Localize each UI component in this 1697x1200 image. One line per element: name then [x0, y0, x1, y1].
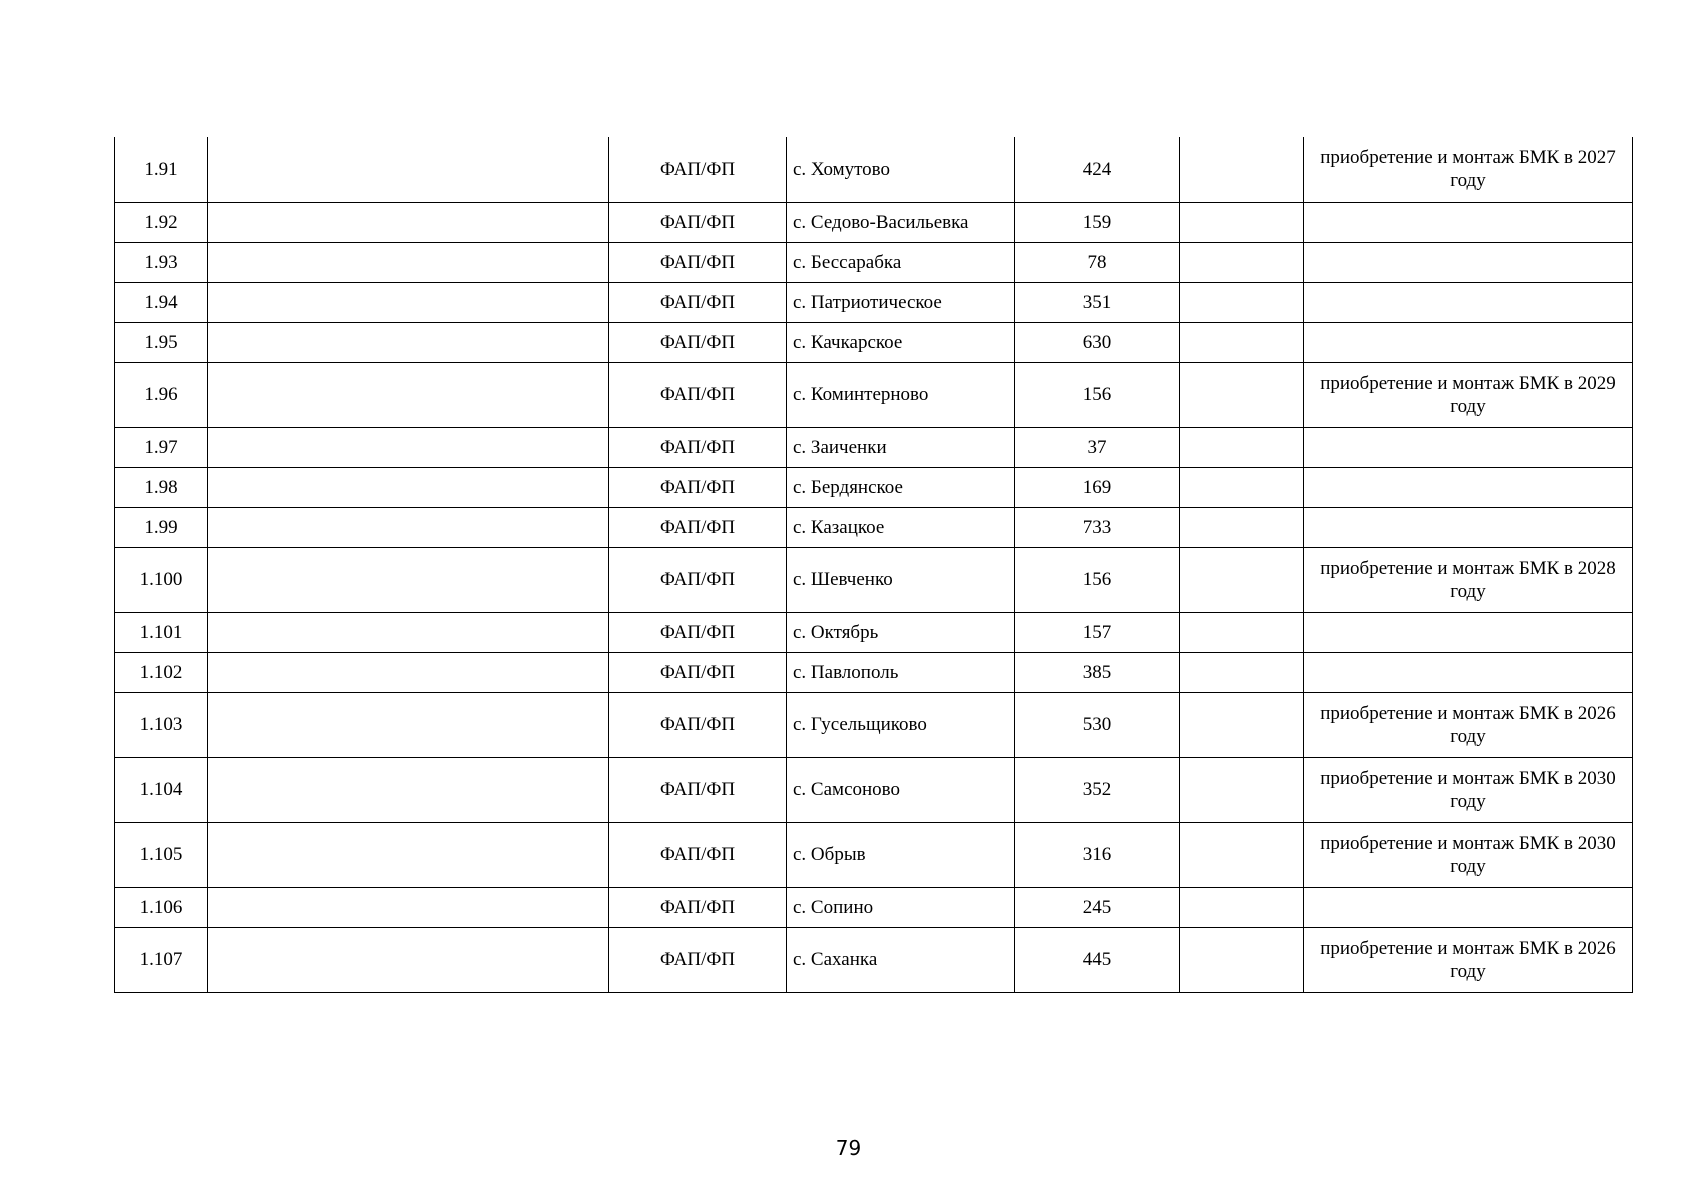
facilities-table: [114, 137, 1633, 993]
row-number-cell: 1.103: [115, 692, 208, 757]
facility-type-cell: ФАП/ФП: [609, 822, 787, 887]
facility-type-cell: ФАП/ФП: [609, 202, 787, 242]
location-cell: с. Казацкое: [787, 507, 1015, 547]
facility-name-cell: [208, 362, 609, 427]
row-number-cell: 1.100: [115, 547, 208, 612]
population-cell: 352: [1015, 757, 1180, 822]
facility-name-cell: [208, 692, 609, 757]
extra-cell: [1180, 927, 1304, 992]
table-row: [115, 242, 1633, 282]
facility-name-cell: [208, 547, 609, 612]
facility-type-cell: ФАП/ФП: [609, 757, 787, 822]
row-number-cell: 1.92: [115, 202, 208, 242]
table-row: [115, 757, 1633, 822]
facility-type-cell: ФАП/ФП: [609, 242, 787, 282]
row-number-cell: 1.93: [115, 242, 208, 282]
row-number-cell: 1.105: [115, 822, 208, 887]
table-row: [115, 822, 1633, 887]
population-cell: 169: [1015, 467, 1180, 507]
location-cell: с. Павлополь: [787, 652, 1015, 692]
facility-type-cell: ФАП/ФП: [609, 652, 787, 692]
facility-type-cell: ФАП/ФП: [609, 362, 787, 427]
table-row: [115, 927, 1633, 992]
facility-type-cell: ФАП/ФП: [609, 427, 787, 467]
facility-name-cell: [208, 242, 609, 282]
note-cell: приобретение и монтаж БМК в 2028 году: [1304, 547, 1633, 612]
note-cell: приобретение и монтаж БМК в 2030 году: [1304, 757, 1633, 822]
note-cell: приобретение и монтаж БМК в 2026 году: [1304, 692, 1633, 757]
location-cell: с. Сопино: [787, 887, 1015, 927]
population-cell: 159: [1015, 202, 1180, 242]
extra-cell: [1180, 322, 1304, 362]
table-row: [115, 467, 1633, 507]
page-number: 79: [835, 1136, 862, 1160]
extra-cell: [1180, 362, 1304, 427]
extra-cell: [1180, 822, 1304, 887]
extra-cell: [1180, 507, 1304, 547]
location-cell: с. Патриотическое: [787, 282, 1015, 322]
facility-type-cell: ФАП/ФП: [609, 547, 787, 612]
table-body: [115, 137, 1633, 992]
extra-cell: [1180, 612, 1304, 652]
table-row: [115, 547, 1633, 612]
note-cell: приобретение и монтаж БМК в 2029 году: [1304, 362, 1633, 427]
extra-cell: [1180, 242, 1304, 282]
facility-type-cell: ФАП/ФП: [609, 927, 787, 992]
facility-name-cell: [208, 612, 609, 652]
table-row: [115, 322, 1633, 362]
population-cell: 157: [1015, 612, 1180, 652]
row-number-cell: 1.96: [115, 362, 208, 427]
population-cell: 351: [1015, 282, 1180, 322]
row-number-cell: 1.107: [115, 927, 208, 992]
population-cell: 316: [1015, 822, 1180, 887]
facility-name-cell: [208, 202, 609, 242]
extra-cell: [1180, 467, 1304, 507]
row-number-cell: 1.91: [115, 137, 208, 202]
table-row: [115, 692, 1633, 757]
location-cell: с. Заиченки: [787, 427, 1015, 467]
extra-cell: [1180, 652, 1304, 692]
note-cell: [1304, 887, 1633, 927]
note-cell: приобретение и монтаж БМК в 2026 году: [1304, 927, 1633, 992]
row-number-cell: 1.102: [115, 652, 208, 692]
population-cell: 78: [1015, 242, 1180, 282]
population-cell: 424: [1015, 137, 1180, 202]
facility-type-cell: ФАП/ФП: [609, 507, 787, 547]
table-row: [115, 887, 1633, 927]
extra-cell: [1180, 202, 1304, 242]
facility-name-cell: [208, 822, 609, 887]
facility-name-cell: [208, 887, 609, 927]
population-cell: 37: [1015, 427, 1180, 467]
location-cell: с. Шевченко: [787, 547, 1015, 612]
row-number-cell: 1.95: [115, 322, 208, 362]
extra-cell: [1180, 692, 1304, 757]
facility-type-cell: ФАП/ФП: [609, 692, 787, 757]
location-cell: с. Самсоново: [787, 757, 1015, 822]
extra-cell: [1180, 547, 1304, 612]
location-cell: с. Качкарское: [787, 322, 1015, 362]
population-cell: 245: [1015, 887, 1180, 927]
note-cell: [1304, 467, 1633, 507]
location-cell: с. Бердянское: [787, 467, 1015, 507]
table-row: [115, 652, 1633, 692]
facility-type-cell: ФАП/ФП: [609, 137, 787, 202]
extra-cell: [1180, 887, 1304, 927]
facility-name-cell: [208, 757, 609, 822]
row-number-cell: 1.104: [115, 757, 208, 822]
note-cell: [1304, 282, 1633, 322]
location-cell: с. Саханка: [787, 927, 1015, 992]
population-cell: 445: [1015, 927, 1180, 992]
facility-type-cell: ФАП/ФП: [609, 887, 787, 927]
location-cell: с. Коминтерново: [787, 362, 1015, 427]
table-row: [115, 507, 1633, 547]
facility-type-cell: ФАП/ФП: [609, 282, 787, 322]
note-cell: [1304, 652, 1633, 692]
facility-name-cell: [208, 467, 609, 507]
facility-name-cell: [208, 282, 609, 322]
facility-name-cell: [208, 507, 609, 547]
row-number-cell: 1.94: [115, 282, 208, 322]
note-cell: [1304, 242, 1633, 282]
note-cell: [1304, 322, 1633, 362]
note-cell: [1304, 612, 1633, 652]
table-row: [115, 362, 1633, 427]
location-cell: с. Гусельщиково: [787, 692, 1015, 757]
population-cell: 630: [1015, 322, 1180, 362]
location-cell: с. Обрыв: [787, 822, 1015, 887]
population-cell: 385: [1015, 652, 1180, 692]
extra-cell: [1180, 137, 1304, 202]
extra-cell: [1180, 282, 1304, 322]
note-cell: [1304, 427, 1633, 467]
facility-type-cell: ФАП/ФП: [609, 612, 787, 652]
population-cell: 156: [1015, 362, 1180, 427]
facility-name-cell: [208, 427, 609, 467]
population-cell: 530: [1015, 692, 1180, 757]
row-number-cell: 1.99: [115, 507, 208, 547]
table-row: [115, 427, 1633, 467]
row-number-cell: 1.98: [115, 467, 208, 507]
row-number-cell: 1.101: [115, 612, 208, 652]
note-cell: приобретение и монтаж БМК в 2027 году: [1304, 137, 1633, 202]
table-row: [115, 282, 1633, 322]
population-cell: 733: [1015, 507, 1180, 547]
facility-name-cell: [208, 322, 609, 362]
extra-cell: [1180, 427, 1304, 467]
facility-name-cell: [208, 927, 609, 992]
facility-type-cell: ФАП/ФП: [609, 322, 787, 362]
extra-cell: [1180, 757, 1304, 822]
table-row: [115, 202, 1633, 242]
row-number-cell: 1.106: [115, 887, 208, 927]
population-cell: 156: [1015, 547, 1180, 612]
note-cell: приобретение и монтаж БМК в 2030 году: [1304, 822, 1633, 887]
facility-type-cell: ФАП/ФП: [609, 467, 787, 507]
note-cell: [1304, 507, 1633, 547]
table-row: [115, 612, 1633, 652]
location-cell: с. Хомутово: [787, 137, 1015, 202]
row-number-cell: 1.97: [115, 427, 208, 467]
facility-name-cell: [208, 652, 609, 692]
note-cell: [1304, 202, 1633, 242]
location-cell: с. Октябрь: [787, 612, 1015, 652]
table-row: [115, 137, 1633, 202]
location-cell: с. Седово-Васильевка: [787, 202, 1015, 242]
facility-name-cell: [208, 137, 609, 202]
location-cell: с. Бессарабка: [787, 242, 1015, 282]
